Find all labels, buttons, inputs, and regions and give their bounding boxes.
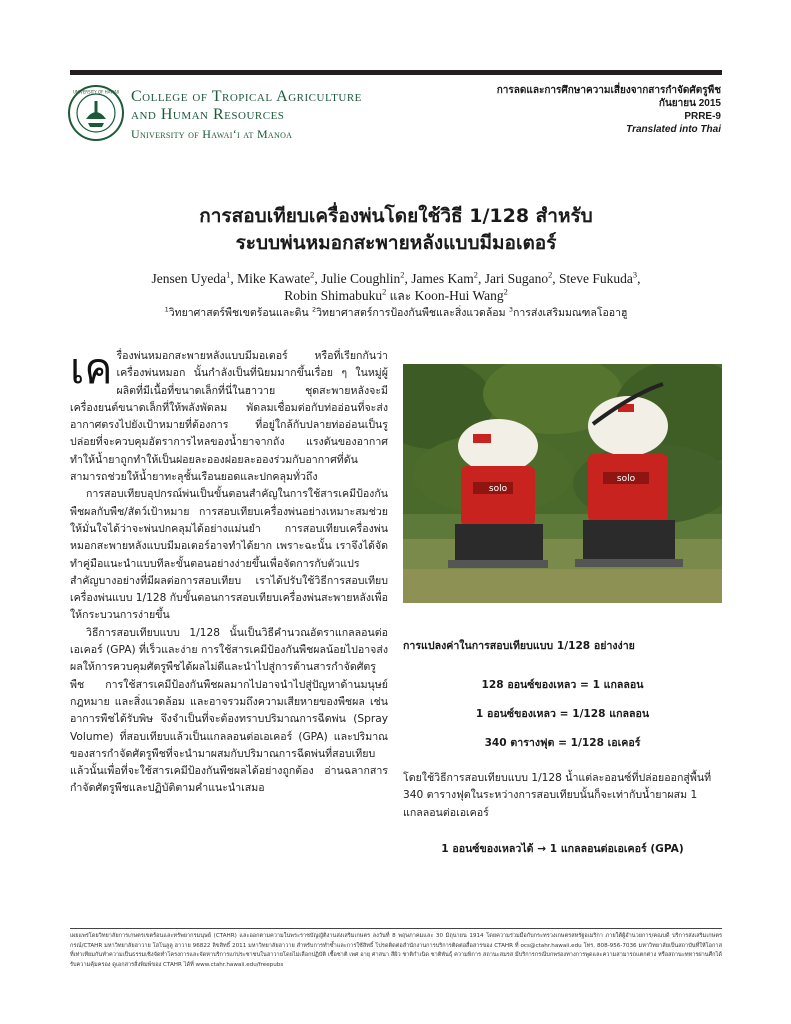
affiliation-2: วิทยาศาสตร์การป้องกันพืชและสิ่งแวดล้อม bbox=[316, 307, 506, 319]
author: Jensen Uyeda bbox=[151, 271, 227, 286]
college-line-1: College of Tropical Agriculture bbox=[131, 88, 362, 105]
paragraph-2: การสอบเทียบอุปกรณ์พ่นเป็นขั้นตอนสำคัญในการใช้สารเคมีป้องกันพืชผลกับพืช/สัตว์เป้าหมาย การสอบเทียบเครื่องพ่นอย่างเหมาะสมช่วยให้มั่นใจได้ว่าจะพ่นปกคลุมได้อย่างแม่นยำ การสอบเทียบเครื่องพ่นหมอกสะพายหลังแบบมีมอเตอร์อาจทำได้ยาก เพราะฉะนั้น เราจึงได้จัดทำคู่มือแนะนำแบบทีละขั้นตอนอย่างง่ายขึ้นเพื่อจัดการกับตัวแปรสำคัญบางอย่างที่มีผลต่อการสอบเทียบ เราได้ปรับใช้วิธีการสอบเทียบเครื่องพ่นแบบ 1/128 กับขั้นตอนการสอบเทียบเครื่องพ่นสะพายหลังเพื่อให้กระบวนการง่ายขึ้น bbox=[70, 488, 389, 622]
paragraph-3: วิธีการสอบเทียบแบบ 1/128 นั้นเป็นวิธีคำนวณอัตราแกลลอนต่อเอเคอร์ (GPA) ที่เร็วและง่าย การใช้สารเคมีป้องกันพืชผลน้อยไปอาจส่งผลให้การควบคุมศัตรูพืชได้ผลไม่ดีและนำไปสู่การต้านสารกำจัดศัตรูพืช การใช้สารเคมีป้องกันพืชผลมากไปอาจนำไปสู่ปัญหาด้านมนุษย์ กฎหมาย และสิ่งแวดล้อม และอาจรวมถึงความเสียหายของพืชผล เช่น อาการพืชได้รับพิษ จึงจำเป็นที่จะต้องทราบปริมาณการฉีดพ่น (Spray Volume) ที่สอบเทียบแล้วเป็นแกลลอนต่อเอเคอร์ (GPA) และปริมาณของสารกำจัดศัตรูพืชที่จะนำมาผสมกับปริมาณการฉีดพ่นที่สอบเทียบแล้วนั้นเพื่อที่จะใช้สารเคมีป้องกันพืชผลได้อย่างถูกต้อง อ่านฉลากสารกำจัดศัตรูพืชและปฏิบัติตามคำแนะนำเสมอ bbox=[70, 626, 388, 795]
author-list: Jensen Uyeda$^1$, Mike Kawate$^2$, Julie Coughlin$^2$, James Kam$^2$, Jari Sugano$^2$, Steve Fukuda$^3$, Robin Shimabuku$^2$ และ Koon-Hui Wang$^2$ bbox=[151, 270, 641, 303]
author: Koon-Hui Wang bbox=[414, 288, 504, 303]
title-line-1: การสอบเทียบเครื่องพ่นโดยใช้วิธี 1/128 สำหรับ bbox=[199, 205, 593, 227]
conversion-line-3: 340 ตารางฟุต = 1/128 เอเคอร์ bbox=[484, 737, 641, 749]
publication-meta bbox=[497, 84, 721, 136]
publication-code: PRRE-9 bbox=[684, 111, 721, 122]
page-title bbox=[70, 203, 722, 257]
affiliation-3: การส่งเสริมมณฑลโออาฮู bbox=[513, 307, 628, 319]
author: Mike Kawate bbox=[237, 271, 311, 286]
conversion-note: โดยใช้วิธีการสอบเทียบแบบ 1/128 น้ำแต่ละออนซ์ที่ปล่อยออกสู่พื้นที่ 340 ตารางฟุตในระหว่างการสอบเทียบนั้นก็จะเท่ากับน้ำยาผสม 1 แกลลอนต่อเอเคอร์ bbox=[403, 772, 712, 819]
series-title: การลดและการศึกษาความเสี่ยงจากสารกำจัดศัตรูพืช bbox=[496, 85, 721, 96]
drop-cap: เค bbox=[70, 344, 113, 393]
title-line-2: ระบบพ่นหมอกสะพายหลังแบบมีมอเตอร์ bbox=[235, 232, 557, 254]
conversion-line-2: 1 ออนซ์ของเหลว = 1/128 แกลลอน bbox=[475, 708, 650, 720]
author: Steve Fukuda bbox=[559, 271, 633, 286]
conversion-line-1: 128 ออนซ์ของเหลว = 1 แกลลอน bbox=[481, 679, 644, 691]
conversion-title: การแปลงค่าในการสอบเทียบแบบ 1/128 อย่างง่าย bbox=[403, 640, 635, 652]
affiliations: $^1$วิทยาศาสตร์พืชเขตร้อนและดิน $^2$วิทยาศาสตร์การป้องกันพืชและสิ่งแวดล้อม $^3$การส่งเสริมมณฑลโออาฮู bbox=[164, 305, 628, 319]
brand-label: solo bbox=[488, 484, 508, 494]
footer-rule bbox=[70, 928, 722, 929]
top-rule bbox=[70, 70, 722, 75]
affiliation-1: วิทยาศาสตร์พืชเขตร้อนและดิน bbox=[168, 307, 309, 319]
publication-date: กันยายน 2015 bbox=[658, 98, 721, 109]
sprayer-photo bbox=[403, 364, 722, 603]
footer-text: เผยแพร่โดยวิทยาลัยการเกษตรเขตร้อนและทรัพยากรมนุษย์ (CTAHR) และออกตามความในพระราชบัญญัติงานส่งเสริมเกษตร ลงวันที่ 8 พฤษภาคมและ 30 มิถุนายน 1914 โดยความร่วมมือกับกระทรวงเกษตรสหรัฐอเมริกา ภายใต้ผู้อำนวยการ/คณบดี บริการส่งเสริมเกษตรกรณ์/CTAHR มหาวิทยาลัยฮาวาย โฮโนลูลู ฮาวาย 96822 ลิขสิทธิ์ 2011 มหาวิทยาลัยฮาวาย สำหรับการทำซ้ำและการใช้สิทธิ์ โปรดติดต่อสำนักงานการบริการติดต่อสื่อสารของ CTAHR ที่ ocs@ctahr.hawaii.edu โทร. 808-956-7036 มหาวิทยาลัยเป็นสถาบันที่ให้โอกาสที่เท่าเทียมกันทำความเป็นธรรมเชิงจัดทำโครงการและจัดหาบริการแก่ประชาชนในฮาวายโดยไม่เลือกปฏิบัติ เชื้อชาติ เพศ อายุ ศาสนา สีผิว ชาติกำเนิด ชาติพันธุ์ ความพิการ สถานะสมรส มีบริการกรณีบกพร่องทางการพูดและความสามารถแตกต่าง หรือสถานะทหารผ่านศึกได้รับความคุ้มครอง ดูเอกสารสิ่งพิมพ์ของ CTAHR ได้ที่ www.ctahr.hawaii.edu/freepubs bbox=[70, 933, 722, 968]
paragraph-1: เค รื่องพ่นหมอกสะพายหลังแบบมีมอเตอร์ หรือที่เรียกกันว่า เครื่องพ่นหมอก นั้นกำลังเป็นที่นิยมมากขึ้นเรื่อย ๆ ในหมู่ผู้ผลิตที่มีเนื้อที่ขนาดเล็กที่นี่ในฮาวาย ชุดสะพายหลังจะมีเครื่องยนต์ขนาดเล็กที่ให้พลังพัดลม พัดลมเชื่อมต่อกับท่ออ่อนที่จะส่งอากาศตรงไปยังเป้าหมายที่ต้องการ ที่อยู่ใกล้กับปลายท่ออ่อนเป็นรูปล่อยที่จะควบคุมอัตราการไหลของน้ำยาจากถัง แรงดันของอากาศทำให้น้ำยาถูกทำให้เป็นฝอยละอองฝอยละอองร่วมกับอากาศที่ดันสามารถช่วยให้น้ำยาทะลุชั้นเรือนยอดและปกคลุมทั่วถึง bbox=[70, 344, 388, 484]
seal-lettering: UNIVERSITY OF HAWAII bbox=[72, 89, 120, 95]
translation-note: Translated into Thai bbox=[626, 124, 721, 135]
author: Robin Shimabuku bbox=[284, 288, 383, 303]
university-name: University of Hawai‘i at Manoa bbox=[131, 127, 293, 141]
university-seal-logo bbox=[68, 85, 124, 141]
body-text bbox=[70, 344, 389, 798]
brand-label: solo bbox=[616, 474, 636, 484]
author: James Kam bbox=[411, 271, 474, 286]
author: Julie Coughlin bbox=[321, 271, 401, 286]
left-sprayer bbox=[448, 419, 548, 568]
conversion-result: 1 ออนซ์ของเหลวได้ → 1 แกลลอนต่อเอเคอร์ (GPA) bbox=[441, 843, 684, 855]
author-conjunction: และ bbox=[389, 289, 412, 303]
college-line-2: and Human Resources bbox=[131, 106, 285, 123]
author: Jari Sugano bbox=[484, 271, 549, 286]
college-name bbox=[131, 88, 362, 142]
